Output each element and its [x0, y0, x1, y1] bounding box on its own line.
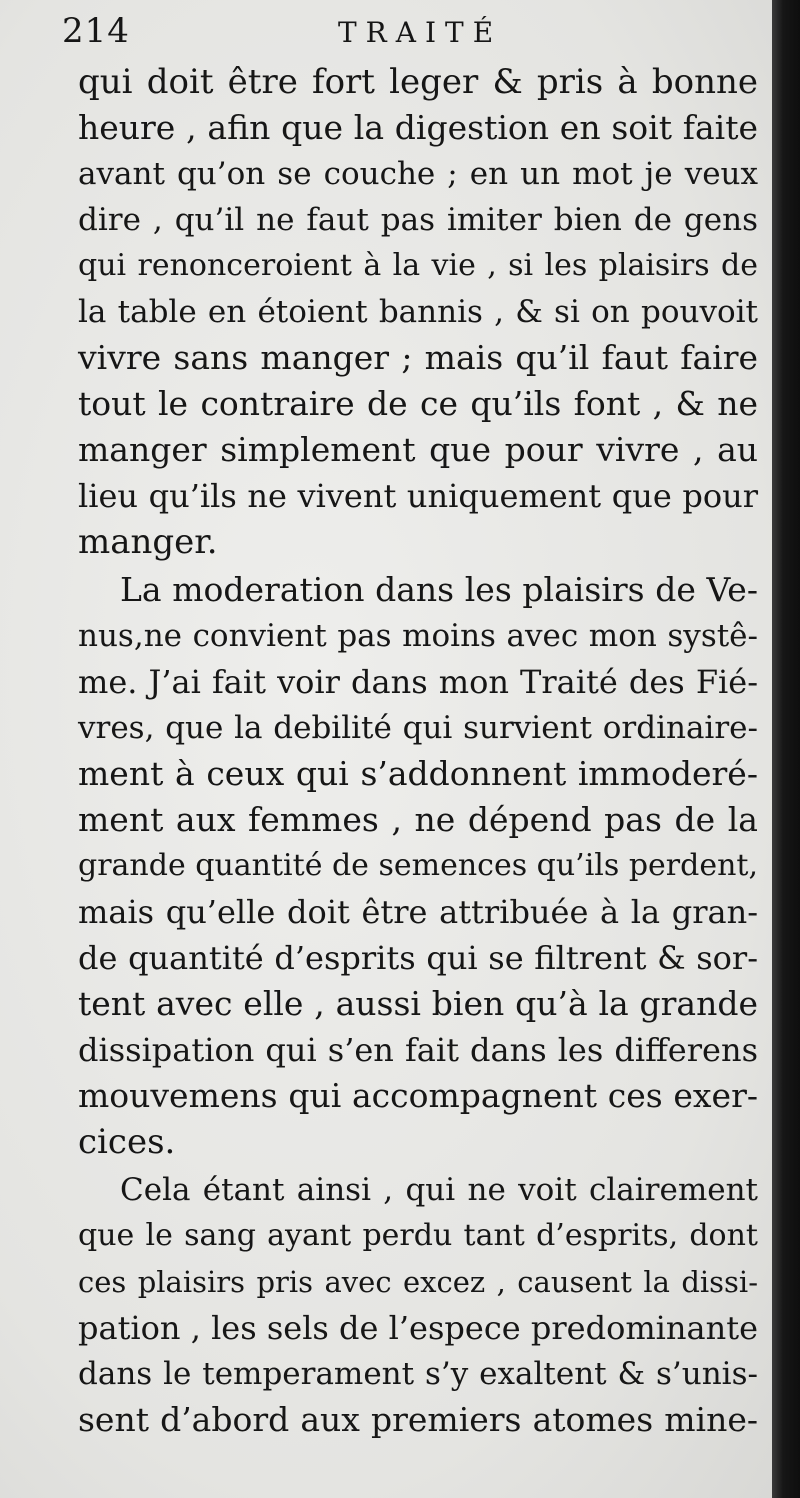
- text-line: dissipation qui s’en fait dans les differens: [78, 1031, 758, 1069]
- text-line: manger.: [78, 522, 218, 562]
- text-line: grande quantité de semences qu’ils perdent,: [78, 848, 758, 883]
- text-line: avant qu’on se couche ; en un mot je veux: [78, 156, 758, 192]
- text-line: pation , les sels de l’espece predominante: [78, 1309, 758, 1347]
- text-line: dans le temperament s’y exaltent & s’unis-: [78, 1356, 758, 1392]
- text-line: cices.: [78, 1122, 176, 1162]
- text-line: qui renonceroient à la vie , si les plaisirs de: [78, 248, 758, 283]
- text-line: ment aux femmes , ne dépend pas de la: [78, 800, 758, 839]
- text-line: manger simplement que pour vivre , au: [78, 430, 758, 469]
- text-line: de quantité d’esprits qui se filtrent & sor-: [78, 939, 758, 977]
- running-head: [0, 8, 772, 52]
- text-line: nus,ne convient pas moins avec mon systê-: [78, 618, 758, 654]
- paragraph-first-line: La moderation dans les plaisirs de Ve-: [120, 570, 758, 609]
- text-line: vres, que la debilité qui survient ordinaire-: [78, 710, 758, 746]
- text-line: ment à ceux qui s’addonnent immoderé-: [78, 754, 758, 793]
- book-gutter-shadow: [772, 0, 800, 1498]
- text-line: vivre sans manger ; mais qu’il faut faire: [78, 338, 758, 377]
- text-line: lieu qu’ils ne vivent uniquement que pour: [78, 477, 758, 515]
- text-line: mouvemens qui accompagnent ces exer-: [78, 1076, 758, 1115]
- text-line: ces plaisirs pris avec excez , causent la dissi-: [78, 1265, 758, 1299]
- text-line: qui doit être fort leger & pris à bonne: [78, 62, 758, 102]
- text-line: dire , qu’il ne faut pas imiter bien de gens: [78, 202, 758, 238]
- text-line: mais qu’elle doit être attribuée à la gran-: [78, 893, 758, 931]
- text-line: tout le contraire de ce qu’ils font , & ne: [78, 384, 758, 423]
- text-line: me. J’ai fait voir dans mon Traité des Fié-: [78, 663, 758, 701]
- page-number: 214: [62, 11, 130, 51]
- text-line: sent d’abord aux premiers atomes mine-: [78, 1400, 758, 1439]
- text-line: que le sang ayant perdu tant d’esprits, dont: [78, 1218, 758, 1253]
- text-line: tent avec elle , aussi bien qu’à la grande: [78, 984, 758, 1023]
- text-line: heure , afin que la digestion en soit faite: [78, 108, 758, 147]
- paragraph-first-line: Cela étant ainsi , qui ne voit clairement: [120, 1172, 758, 1208]
- text-line: la table en étoient bannis , & si on pouvoit: [78, 294, 758, 330]
- running-title: TRAITÉ: [338, 16, 503, 49]
